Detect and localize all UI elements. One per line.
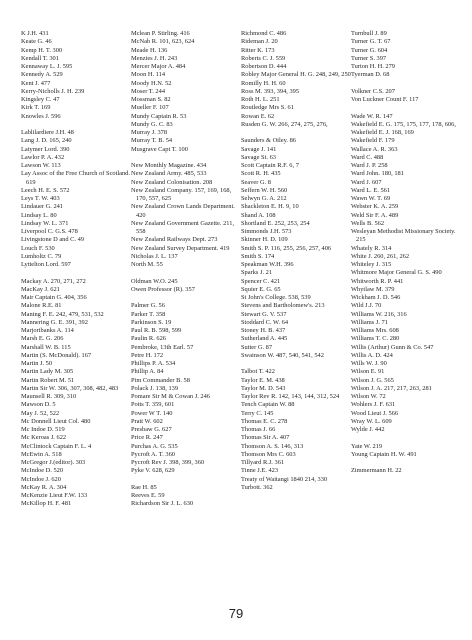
index-entry: Moody H.N. 52 [131, 79, 172, 87]
index-entry: Wray W. L. 609 [351, 417, 392, 425]
index-entry: Richmond C. 486 [241, 30, 287, 37]
index-entry: Turbott. 362 [241, 483, 273, 491]
index-entry: Malone R.E. 81 [21, 302, 62, 310]
index-entry: Routledge Mrs S. 61 [241, 104, 294, 112]
index-entry: Squier E. G. 65 [241, 285, 281, 293]
index-entry: Lang J. D. 165, 240 [21, 137, 72, 145]
index-entry: Wilson J. A. 217, 217, 263, 281 [351, 384, 432, 392]
index-entry: Spencer C. 421 [241, 277, 281, 285]
index-entry: Rideman J. 20 [241, 38, 278, 46]
index-entry: Roberts C. J. 559 [241, 54, 286, 62]
index-entry: Mair Captain G. 404, 356 [21, 294, 87, 301]
index-entry: Sutter G. 87 [241, 343, 273, 351]
index-entry: Owen Professor (R). 357 [131, 285, 195, 293]
index-entry: Price R. 247 [131, 434, 163, 442]
index-entry: McNab R. 101, 623, 624 [131, 38, 195, 46]
index-column [21, 30, 131, 509]
index-entry: Tench Captain W. 88 [241, 401, 295, 409]
index-entry: Seaver G. 8 [241, 178, 271, 186]
index-entry: Mannering G. E. 391, 392 [21, 318, 88, 326]
index-entry: Speakman W.H. 396 [241, 261, 294, 268]
index-entry: Petre H. 172 [131, 351, 164, 359]
index-entry: Kirk T. 169 [21, 104, 51, 112]
index-entry: Smith S. P. 116, 255, 256, 257, 406 [241, 244, 332, 252]
index-entry: Martin (S. McDonald). 167 [21, 351, 92, 359]
index-entry: Kennaway L. J. 595 [21, 63, 73, 70]
index-entry: Wallace A. R. 363 [351, 145, 398, 153]
index-entry: Rusden G. W. 266, 274, 275, 276, [241, 120, 328, 128]
index-entry: Williams J. 71 [351, 318, 388, 326]
index-entry: Wickham J. D. 546 [351, 294, 401, 301]
index-entry: Turner G. 604 [351, 46, 388, 54]
index-entry: Oldman W.O. 245 [131, 277, 178, 285]
index-entry: Turton H. H. 279 [351, 63, 395, 70]
index-entry: Lawlor P. A. 432 [21, 153, 65, 161]
index-entry: Sparks J. 21 [241, 269, 273, 277]
index-entry: Ward J. P. 258 [351, 162, 388, 169]
index-entry: Whitmore Major General G. S. 490 [351, 269, 442, 277]
index-entry: Parkinson S. 19 [131, 318, 172, 326]
index-entry: Stoney H. B. 437 [241, 327, 286, 334]
index-entry: Williams W. 216, 316 [351, 310, 407, 318]
index-entry: Wawn W. T. 69 [351, 195, 391, 202]
index-entry: Pomare Sir M & Cowan J. 246 [131, 393, 210, 400]
index-entry: New Zealand Government Gazette. 211, 558 [131, 219, 235, 235]
index-entry: K J.H. 431 [21, 30, 49, 37]
index-entry: Young Captain H. W. 491 [351, 450, 417, 458]
index-entry: Stoddard C. W. 64 [241, 318, 289, 326]
index-entry: Thomas J. 66 [241, 426, 276, 433]
index-entry: Mclean P. Stirling. 416 [131, 30, 190, 37]
index-entry: Leech H. E. S. 572 [21, 186, 70, 194]
index-column [351, 30, 461, 509]
index-entry: Palmer G. 56 [131, 302, 165, 310]
index-entry: Tinne J.E. 423 [241, 467, 279, 475]
index-entry: Mundy Captain R. 53 [131, 112, 187, 120]
index-entry: Richardson Sir J. L. 630 [131, 500, 194, 508]
index-entry: Shand A. 108 [241, 211, 276, 219]
index-entry: Pycroft Rev J. 398, 399, 360 [131, 459, 205, 466]
index-entry: Thomas Sir A. 407 [241, 434, 290, 442]
index-entry: Liverpool C. G.S. 478 [21, 228, 78, 235]
index-entry: Wells B. 562 [351, 219, 385, 227]
index-entry: Saunders & Otley. 86 [241, 137, 296, 145]
index-entry: MacKay J. 621 [21, 285, 60, 293]
index-entry: Kent J. 477 [21, 79, 51, 87]
index-entry: Menzies J. H. 243 [131, 54, 178, 62]
index-entry: Tyerman D. 68 [351, 71, 390, 79]
index-entry: Pratt W. 602 [131, 417, 163, 425]
index-entry: May J. 52, 522 [21, 409, 60, 417]
index-entry: Scott Captain R.F. 6, 7 [241, 162, 299, 169]
index-entry: Potts T. 359, 601 [131, 401, 175, 409]
index-entry: Paulin R. 626 [131, 335, 166, 343]
index-entry: Latymer Lord. 390 [21, 145, 70, 153]
index-entry: Wilson E. 91 [351, 368, 385, 376]
index-entry: Lablilardiere J.H. 48 [21, 129, 74, 136]
index-entry: Webster K. A. 259 [351, 203, 399, 211]
index-entry: Volkner C.S. 207 [351, 87, 395, 95]
index-entry: Whately R. 314 [351, 244, 392, 252]
index-entry: Martin J. 50 [21, 360, 53, 367]
index-entry: Rae H. 85 [131, 483, 157, 491]
index-column [241, 30, 351, 509]
index-entry: Rowan E. 62 [241, 112, 275, 120]
index-entry: Ritter K. 173 [241, 46, 275, 54]
index-entry: New Zealand Company. 157, 169, 168, 170, 557, 625 [131, 186, 232, 202]
index-entry: Ross M. 393, 394, 395 [241, 87, 300, 95]
index-entry: Yate W. 219 [351, 442, 383, 450]
index-entry: Von Luckner Count F. 117 [351, 96, 419, 103]
index-entry: Purchas A. G. 535 [131, 442, 178, 450]
index-entry: Kennedy A. 529 [21, 71, 63, 79]
index-entry: Mossman S. 82 [131, 96, 171, 103]
index-entry: Parker T. 358 [131, 310, 166, 318]
index-entry: Maunsell R. 309, 310 [21, 393, 77, 400]
index-entry: Turner S. 397 [351, 54, 387, 62]
index-entry: Wylde J. 442 [351, 426, 385, 433]
index-entry: Power W T. 140 [131, 409, 173, 417]
index-entry: Seffern W. H. 560 [241, 186, 288, 194]
index-column [131, 30, 241, 509]
index-entry: Taylor Rev R. 142, 143, 144, 312, 524 [241, 393, 340, 400]
index-entry: Louch F. 530 [21, 244, 55, 252]
index-entry: Thomas E. C. 278 [241, 417, 288, 425]
index-entry: Phillip A. 84 [131, 368, 164, 376]
index-entry: McEwin A. 518 [21, 450, 62, 458]
index-entry: Willis (Arthur) Gunn & Co. 547 [351, 343, 434, 351]
index-entry: Terry C. 145 [241, 409, 274, 417]
index-entry: Treaty of Waitangi 1840 214, 330 [241, 475, 328, 483]
index-entry: Wood Lieut J. 566 [351, 409, 399, 417]
index-entry: Kendall T. 301 [21, 54, 59, 62]
index-entry: Turner G. T. 67 [351, 38, 391, 46]
index-entry: Talbot T. 422 [241, 368, 275, 376]
index-entry: Smith S. 174 [241, 252, 275, 260]
index-entry: Shackleton E. H. 9, 10 [241, 203, 299, 211]
index-entry: Wilson J. G. 565 [351, 376, 394, 384]
page-number: 79 [228, 606, 244, 621]
index-entry: Martin Lady M. 305 [21, 368, 74, 376]
index-entry: Ward C. 488 [351, 153, 384, 161]
index-entry: Knowles J. 596 [21, 112, 61, 120]
index-entry: Presbaw G. 627 [131, 426, 172, 433]
index-entry: Thomson Mrs C. 603 [241, 450, 296, 458]
index-entry: Pim Commander B. 58 [131, 376, 190, 384]
index-entry: New Zealand Survey Department. 419 [131, 244, 230, 252]
index-entry: Livingstone D and C. 49 [21, 236, 85, 244]
index-entry: Marjoribanks A. 114 [21, 327, 74, 334]
index-entry: Mercer Major A. 484 [131, 63, 186, 70]
index-entry: Turnbull J. 89 [351, 30, 387, 37]
index-entry: Taylor E. M. 438 [241, 376, 285, 384]
index-entry: Wesleyan Methodist Missionary Society. 215 [351, 228, 456, 244]
index-entry: Marsh E. G. 206 [21, 335, 64, 343]
index-entry: Lumholtz C. 79 [21, 252, 62, 260]
index-entry: Whitworth R. P. 441 [351, 277, 404, 285]
index-entry: Stewart G. V. 537 [241, 310, 287, 318]
index-entry: Pembroke, 13th Earl. 57 [131, 343, 194, 351]
index-entry: Williams Mrs. 608 [351, 327, 399, 334]
index-entry: Wilson W. 72 [351, 393, 386, 400]
index-entry: Sutherland A. 445 [241, 335, 288, 343]
index-entry: Roth H. L. 251 [241, 96, 280, 103]
index-entry: Lay Assoc of the Free Church of Scotland. 619 [21, 170, 130, 186]
index-entry: White J. 260, 261, 262 [351, 252, 410, 260]
index-entry: Kerry-Nicholls J. H. 239 [21, 87, 85, 95]
index-entry: Phillips P. A. 534 [131, 360, 176, 367]
index-entry: Zimmermann H. 22 [351, 467, 402, 475]
index-entry: Skinner H. D. 109 [241, 236, 288, 244]
index-entry: Pycroft A. T. 360 [131, 450, 175, 458]
index-entry: Murray T. B. 54 [131, 137, 173, 145]
index-entry: Maning F. E. 242, 479, 531, 532 [21, 310, 104, 318]
index-entry: Reeves E. 59 [131, 492, 165, 499]
index-entry: Wade W. R. 147 [351, 112, 393, 120]
index-entry: New Monthly Magazine. 434 [131, 162, 207, 169]
index-entry: Wohlers J. F. 631 [351, 401, 396, 409]
index-entry: Marshall W. B. 115 [21, 343, 71, 351]
index-entry: Mackay A. 270, 271, 272 [21, 277, 86, 285]
index-entry: Taylor M. D. 543 [241, 384, 286, 392]
index-entry: Wild J.J. 70 [351, 302, 382, 310]
index-entry: Robertson D. 444 [241, 63, 287, 70]
index-entry: Selwyn G. A. 212 [241, 195, 287, 202]
index-entry: Whiteley J. 315 [351, 261, 392, 268]
index-entry: McKenzie Lieut F.W. 133 [21, 492, 88, 499]
index-entry: McClintock Captain F. L. 4 [21, 442, 92, 450]
index-entry: McKillop H. F. 481 [21, 500, 72, 508]
index-entry: St John's College. 538, 539 [241, 294, 311, 301]
index-entry: Wakefield E. J. 168, 169 [351, 129, 414, 136]
index-entry: New Zealand Army. 485, 533 [131, 170, 207, 178]
index-entry: Wills W. J. 90 [351, 360, 387, 367]
index-entry: Whytlaw M. 379 [351, 285, 395, 293]
index-entry: Wakefield F. 179 [351, 137, 395, 145]
index-entry: Moser T. 244 [131, 87, 166, 95]
index-entry: Paul R. B. 598, 599 [131, 327, 182, 334]
index-entry: Wakefield E. G. 175, 175, 177, 178, 606, [351, 120, 456, 128]
index-entry: New Zealand Crown Lands Department. 420 [131, 203, 235, 219]
index-entry: North M. 55 [131, 261, 163, 268]
index-entry: Swainson W. 487, 540, 541, 542 [241, 351, 324, 359]
index-entry: Keate G. 46 [21, 38, 52, 46]
index-entry: Polack J. 138, 139 [131, 384, 179, 392]
index-entry: Scott R. H. 435 [241, 170, 281, 178]
index-entry: Weld Sir F. A. 489 [351, 211, 399, 219]
index-entry: McKay R. A. 304 [21, 483, 67, 491]
index-entry: Willis A. D. 424 [351, 351, 393, 359]
index-entry: Martin Sir W. 306, 307, 308, 482, 483 [21, 384, 119, 392]
index-entry: Kingsley C. 47 [21, 96, 60, 103]
index-entry: Ward L. E. 561 [351, 186, 391, 194]
index-columns [21, 30, 461, 509]
index-entry: Meade H. 136 [131, 46, 168, 54]
index-entry: Lindauer G. 241 [21, 203, 64, 211]
index-entry: Lindsay W. L. 371 [21, 219, 69, 227]
index-entry: Mc Indoe D. 519 [21, 426, 65, 433]
index-entry: Nicholas J. L. 137 [131, 252, 178, 260]
index-entry: New Zealand Colonisation. 208 [131, 178, 213, 186]
index-entry: McIndoe D. 520 [21, 467, 64, 475]
index-entry: Ward J. 607 [351, 178, 382, 186]
index-entry: Stevens and Bartholomew's. 213 [241, 302, 325, 310]
index-entry: Lindsay L. 80 [21, 211, 57, 219]
index-entry: Simmonds J.H. 573 [241, 228, 292, 235]
index-entry: McGregor J.(editor). 303 [21, 459, 86, 466]
index-entry: Romilly H. H. 60 [241, 79, 286, 87]
index-entry: Shortland E. 252, 253, 254 [241, 219, 310, 227]
index-entry: Musgrave Capt T. 100 [131, 145, 188, 153]
index-entry: Lyttelton Lord. 597 [21, 261, 71, 268]
index-entry: Ward John. 180, 181 [351, 170, 404, 178]
index-entry: Thomson A. S. 146, 313 [241, 442, 304, 450]
index-entry: McIndoe J. 620 [21, 475, 61, 483]
index-entry: Kemp H. T. 300 [21, 46, 63, 54]
index-entry: Williams T. C. 280 [351, 335, 400, 343]
index-entry: Lawson W. 113 [21, 162, 61, 169]
index-entry: New Zealand Railways Dept. 273 [131, 236, 218, 244]
index-entry: Mawson D. 5 [21, 401, 56, 409]
index-entry: Savage St. 63 [241, 153, 276, 161]
index-entry: Mc Donnell Lieut Col. 480 [21, 417, 91, 425]
index-entry: Mc Keroas J. 622 [21, 434, 67, 442]
index-entry: Murray J. 378 [131, 129, 168, 136]
index-entry: Robley Major General H. G. 248, 249, 250 [241, 71, 351, 79]
index-entry: Mueller F. 107 [131, 104, 169, 112]
index-entry: Savage J. 141 [241, 145, 277, 153]
index-entry: Mundy G. C. 83 [131, 120, 173, 128]
index-entry: Moon H. 114 [131, 71, 166, 79]
index-entry: Leys T. W. 403 [21, 195, 60, 202]
index-entry: Tillyard R.J. 361 [241, 459, 285, 466]
index-entry: Martin Robert M. 51 [21, 376, 75, 384]
index-entry: Pyke V. 628, 629 [131, 467, 175, 475]
